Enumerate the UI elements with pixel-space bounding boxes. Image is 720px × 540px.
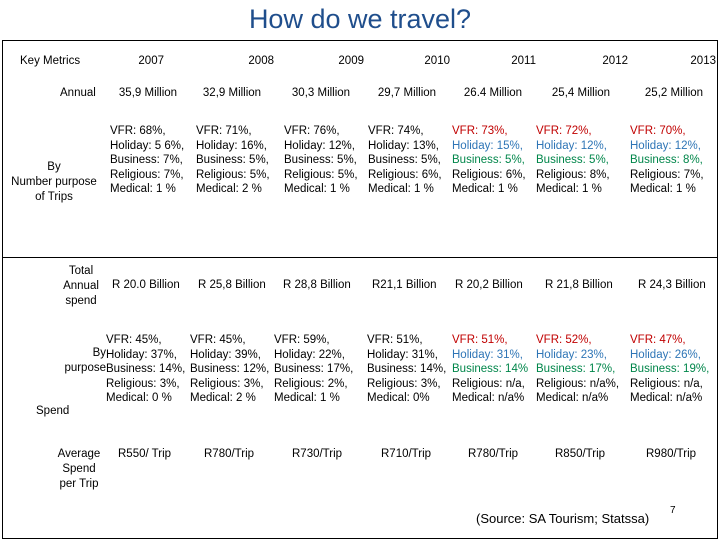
spend-purpose-column-line: Business: 12%, (190, 363, 270, 375)
annual-trips-value: 25,2 Million (644, 87, 704, 99)
spend-purpose-column-line: Holiday: 39%, (190, 348, 261, 361)
trips-purpose-column-line: Religious: 8%, (536, 168, 610, 181)
trips-purpose-column (196, 124, 270, 197)
spend-purpose-column-line: Business: 17%, (274, 363, 354, 375)
trips-purpose-column-line: Business: 5%, (368, 154, 441, 166)
spend-purpose-column-line: Holiday: 26%, (630, 348, 701, 361)
total-spend-value: R 24,3 Billion (638, 279, 706, 291)
spend-purpose-column-line: Medical: 2 % (190, 392, 256, 404)
year-2007: 2007 (138, 55, 164, 67)
spend-purpose-column (106, 333, 185, 406)
annual-trips-value: 35,9 Million (118, 87, 178, 99)
trips-purpose-column (630, 124, 704, 197)
spend-purpose-column-line: Medical: n/a% (630, 392, 703, 404)
trips-purpose-column (452, 124, 526, 197)
trips-purpose-column-line: VFR: 76%, (284, 125, 340, 137)
spend-purpose-column-line: VFR: 47%, (630, 334, 686, 346)
spend-purpose-column (190, 333, 269, 406)
avg-spend-value: R980/Trip (646, 448, 697, 460)
annual-trips-value: 30,3 Million (291, 87, 351, 99)
spend-purpose-column-line: Holiday: 23%, (536, 348, 607, 361)
trips-purpose-column-line: Religious: 5%, (284, 168, 358, 181)
trips-purpose-column-line: Holiday: 16%, (196, 139, 267, 152)
spend-purpose-column-line: VFR: 45%, (106, 334, 162, 346)
annual-trips-value: 29,7 Million (377, 87, 437, 99)
spend-purpose-column-line: Business: 17%, (536, 363, 616, 375)
trips-purpose-column-line: VFR: 68%, (110, 125, 166, 137)
total-spend-value: R 21,8 Billion (545, 279, 613, 291)
trips-by-purpose-label: By Number purpose of Trips (11, 161, 97, 203)
page-number: 7 (670, 505, 676, 516)
trips-purpose-column-line: Holiday: 12%, (284, 139, 355, 152)
year-2012: 2012 (602, 55, 628, 67)
annual-trips-value: 32,9 Million (202, 87, 262, 99)
total-spend-value: R 28,8 Billion (283, 279, 351, 291)
spend-purpose-column-line: Medical: 1 % (274, 392, 340, 404)
avg-spend-value: R710/Trip (381, 448, 432, 460)
spend-purpose-column-line: Religious: 2%, (274, 377, 348, 390)
trips-purpose-column-line: Religious: 6%, (368, 168, 442, 181)
trips-purpose-column-line: Business: 7%, (110, 154, 183, 166)
spend-purpose-column-line: Medical: n/a% (452, 392, 525, 404)
year-2010: 2010 (424, 55, 450, 67)
total-spend-value: R 25,8 Billion (198, 279, 266, 291)
avg-spend-value: R780/Trip (204, 448, 255, 460)
trips-purpose-column-line: Religious: 7%, (630, 168, 704, 181)
spend-purpose-column-line: Medical: 0 % (106, 392, 172, 404)
trips-purpose-column-line: Religious: 5%, (196, 168, 270, 181)
spend-purpose-column-line: Religious: 3%, (190, 377, 264, 390)
spend-purpose-column-line: VFR: 51%, (367, 334, 423, 346)
spend-purpose-column-line: Business: 19%, (630, 363, 710, 375)
trips-purpose-column (368, 124, 442, 197)
total-spend-value: R 20.0 Billion (112, 279, 180, 291)
trips-purpose-column-line: Business: 5%, (196, 154, 269, 166)
spend-purpose-column-line: Religious: n/a%, (536, 377, 620, 390)
avg-spend-value: R550/ Trip (118, 448, 172, 460)
spend-purpose-column-line: Holiday: 31%, (367, 348, 438, 361)
trips-purpose-column-line: Holiday: 5 6%, (110, 139, 185, 152)
spend-purpose-column-line: Business: 14%, (367, 363, 447, 375)
year-2009: 2009 (338, 55, 364, 67)
spend-purpose-column-line: VFR: 52%, (536, 334, 592, 346)
key-metrics-label: Key Metrics (20, 55, 81, 67)
avg-spend-value: R850/Trip (555, 448, 606, 460)
spend-purpose-column (452, 333, 528, 406)
annual-trips-label: Annual (60, 87, 96, 99)
annual-trips-value: 26.4 Million (463, 87, 523, 99)
avg-spend-label: Average Spend per Trip (57, 448, 101, 490)
spend-purpose-column-line: Religious: n/a, (452, 377, 525, 390)
source-note: (Source: SA Tourism; Statssa) (476, 511, 650, 526)
trips-purpose-column-line: Medical: 1 % (452, 183, 518, 195)
spend-purpose-column (536, 333, 619, 406)
avg-spend-value: R730/Trip (292, 448, 343, 460)
avg-spend-value: R780/Trip (468, 448, 519, 460)
spend-purpose-column-line: Medical: n/a% (536, 392, 609, 404)
trips-purpose-column-line: Business: 5%, (284, 154, 357, 166)
trips-purpose-column-line: Medical: 1 % (630, 183, 696, 195)
trips-purpose-column-line: VFR: 73%, (452, 125, 508, 137)
trips-purpose-column (110, 124, 184, 197)
total-spend-value: R21,1 Billion (372, 279, 437, 291)
total-spend-value: R 20,2 Billion (455, 279, 523, 291)
spend-purpose-column-line: VFR: 59%, (274, 334, 330, 346)
trips-purpose-column-line: Medical: 1 % (368, 183, 434, 195)
trips-purpose-column-line: Holiday: 15%, (452, 139, 523, 152)
spend-section-label: Spend (36, 405, 70, 417)
trips-purpose-column (536, 124, 610, 197)
spend-purpose-column-line: Holiday: 31%, (452, 348, 523, 361)
spend-purpose-column-line: VFR: 45%, (190, 334, 246, 346)
page-title: How do we travel? (248, 4, 472, 34)
trips-purpose-column-line: Holiday: 12%, (536, 139, 607, 152)
trips-purpose-column-line: Religious: 7%, (110, 168, 184, 181)
trips-purpose-column-line: Business: 5%, (452, 154, 525, 166)
annual-trips-value: 25,4 Million (551, 87, 611, 99)
spend-purpose-column-line: Business: 14%, (106, 363, 186, 375)
spend-purpose-column (630, 333, 709, 406)
trips-purpose-column-line: Business: 5%, (536, 154, 609, 166)
spend-by-purpose-label: By purpose (64, 347, 106, 374)
year-2013: 2013 (690, 55, 716, 67)
trips-purpose-column-line: VFR: 71%, (196, 125, 252, 137)
trips-purpose-column-line: Medical: 2 % (196, 183, 262, 195)
spend-purpose-column (274, 333, 353, 406)
spend-purpose-column-line: Religious: 3%, (367, 377, 441, 390)
trips-purpose-column-line: Business: 8%, (630, 154, 703, 166)
trips-purpose-column-line: Holiday: 13%, (368, 139, 439, 152)
trips-purpose-column-line: Holiday: 12%, (630, 139, 701, 152)
total-spend-label: Total Annual spend (63, 265, 99, 307)
spend-purpose-column-line: VFR: 51%, (452, 334, 508, 346)
spend-purpose-column-line: Holiday: 37%, (106, 348, 177, 361)
trips-purpose-column (284, 124, 358, 197)
spend-purpose-column-line: Religious: 3%, (106, 377, 180, 390)
spend-purpose-column-line: Medical: 0% (367, 392, 430, 404)
trips-purpose-column-line: VFR: 70%, (630, 125, 686, 137)
year-2011: 2011 (511, 55, 536, 67)
year-2008: 2008 (248, 55, 274, 67)
trips-purpose-column-line: VFR: 72%, (536, 125, 592, 137)
trips-purpose-column-line: Medical: 1 % (536, 183, 602, 195)
spend-purpose-column-line: Business: 14% (452, 363, 529, 375)
trips-purpose-column-line: Religious: 6%, (452, 168, 526, 181)
spend-purpose-column-line: Religious: n/a, (630, 377, 703, 390)
trips-purpose-column-line: Medical: 1 % (284, 183, 350, 195)
spend-purpose-column-line: Holiday: 22%, (274, 348, 345, 361)
trips-purpose-column-line: VFR: 74%, (368, 125, 424, 137)
spend-purpose-column (367, 333, 446, 406)
trips-purpose-column-line: Medical: 1 % (110, 183, 176, 195)
